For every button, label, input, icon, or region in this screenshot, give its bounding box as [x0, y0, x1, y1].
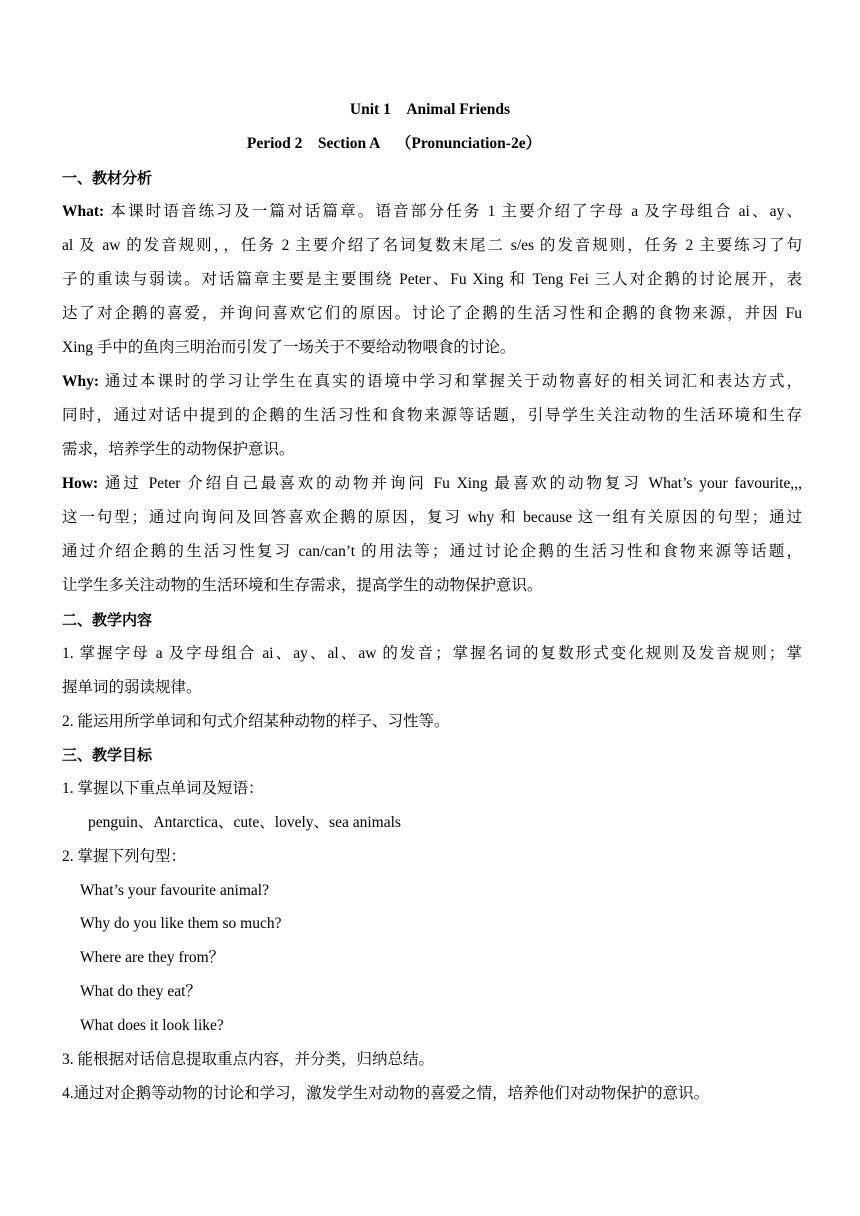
key-words: penguin、Antarctica、cute、lovely、sea animals	[88, 814, 401, 831]
how-line-3: 通过介绍企鹅的生活习性复习 can/can’t 的用法等；通过讨论企鹅的生活习性和食物来源等话题，	[62, 543, 802, 560]
sentence-pattern-1: What’s your favourite animal?	[80, 882, 269, 899]
content-line-2: 握单词的弱读规律。	[62, 679, 202, 696]
section-heading-content: 二、教学内容	[62, 611, 153, 629]
sentence-pattern-2: Why do you like them so much?	[80, 915, 282, 932]
what-label: What:	[62, 203, 105, 220]
sentence-pattern-4: What do they eat？	[80, 983, 201, 1000]
how-line-1	[62, 473, 802, 495]
why-line-3: 需求，培养学生的动物保护意识。	[62, 441, 295, 458]
paragraph-text: 本课时语音练习及一篇对话篇章。语音部分任务 1 主要介绍了字母 a 及字母组合 ai、ay、	[104, 203, 802, 220]
paragraph-text: 通过 Peter 介绍自己最喜欢的动物并询问 Fu Xing 最喜欢的动物复习 What’s your favourite,,,	[98, 475, 802, 492]
period-title: Period 2 Section A （Pronunciation-2e）	[246, 135, 542, 152]
what-line-1	[62, 201, 802, 223]
what-line-5: Xing 手中的鱼肉三明治而引发了一场关于不要给动物喂食的讨论。	[62, 339, 516, 356]
objective-item-4: 4.通过对企鹅等动物的讨论和学习，激发学生对动物的喜爱之情，培养他们对动物保护的意识。	[62, 1085, 710, 1102]
how-line-4: 让学生多关注动物的生活环境和生存需求，提高学生的动物保护意识。	[62, 577, 543, 594]
content-line-3: 2. 能运用所学单词和句式介绍某种动物的样子、习性等。	[62, 713, 450, 730]
section-heading-objectives: 三、教学目标	[62, 746, 153, 764]
why-line-2: 同时，通过对话中提到的企鹅的生活习性和食物来源等话题，引导学生关注动物的生活环境和生存	[62, 407, 802, 424]
section-heading-analysis: 一、教材分析	[62, 169, 153, 187]
why-line-1	[62, 371, 802, 393]
how-line-2: 这一句型；通过向询问及回答喜欢企鹅的原因，复习 why 和 because 这一组有关原因的句型；通过	[62, 509, 802, 526]
sentence-pattern-3: Where are they from？	[80, 949, 225, 966]
objective-item-1: 1. 掌握以下重点单词及短语：	[62, 780, 264, 797]
what-line-3: 子的重读与弱读。对话篇章主要是主要围绕 Peter、Fu Xing 和 Teng Fei 三人对企鹅的讨论展开，表	[62, 271, 802, 288]
content-line-1: 1. 掌握字母 a 及字母组合 ai、ay、al、aw 的发音；掌握名词的复数形式变化规则及发音规则；掌	[62, 645, 802, 662]
sentence-pattern-5: What does it look like?	[80, 1017, 224, 1034]
why-label: Why:	[62, 373, 100, 390]
how-label: How:	[62, 475, 99, 492]
what-line-2: al 及 aw 的发音规则，，任务 2 主要介绍了名词复数末尾二 s/es 的发音规则，任务 2 主要练习了句	[62, 237, 802, 254]
objective-item-3: 3. 能根据对话信息提取重点内容，并分类，归纳总结。	[62, 1051, 435, 1068]
paragraph-text: 通过本课时的学习让学生在真实的语境中学习和掌握关于动物喜好的相关词汇和表达方式，	[99, 373, 802, 390]
what-line-4: 达了对企鹅的喜爱，并询问喜欢它们的原因。讨论了企鹅的生活习性和企鹅的食物来源，并因 Fu	[62, 305, 802, 322]
unit-title: Unit 1 Animal Friends	[349, 101, 511, 118]
objective-item-2: 2. 掌握下列句型：	[62, 848, 187, 865]
